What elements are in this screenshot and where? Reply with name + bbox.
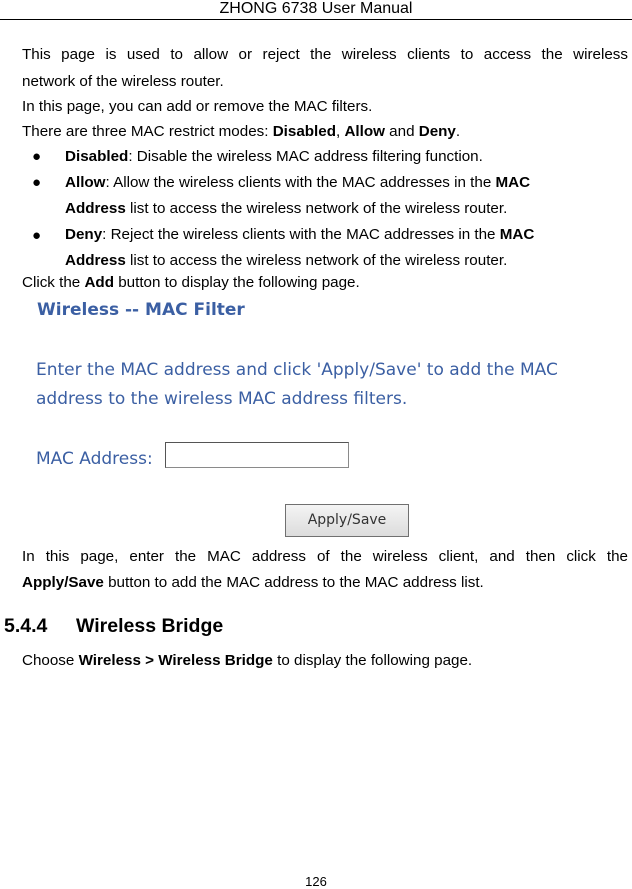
- modes-end: .: [455, 123, 461, 140]
- click-add-pre: Click the: [22, 274, 85, 291]
- bullet-disabled: [65, 144, 605, 170]
- modes-paragraph: [22, 122, 628, 142]
- bullet-text: : Disable the wireless MAC address filtering function.: [128, 148, 483, 165]
- section-heading: [4, 615, 223, 638]
- modes-and: and: [384, 123, 419, 140]
- click-add-post: button to display the following page.: [114, 274, 360, 291]
- intro-paragraph-line2: network of the wireless router.: [22, 73, 224, 90]
- page-header: [0, 0, 632, 20]
- mode-allow: Allow: [344, 123, 385, 140]
- section-title: Wireless Bridge: [76, 615, 224, 637]
- modes-text: There are three MAC restrict modes:: [22, 123, 273, 140]
- bullet-text: list to access the wireless network of the wireless router.: [125, 252, 508, 269]
- page-number: 126: [305, 874, 327, 889]
- bullet-allow: [65, 170, 605, 222]
- after-paragraph-line1: In this page, enter the MAC address of the wireless client, and then click the: [22, 548, 628, 565]
- bullet-bold: Address: [65, 200, 126, 217]
- bullet-deny: [65, 222, 605, 274]
- choose-paragraph: [22, 651, 628, 671]
- mode-deny: Deny: [418, 123, 456, 140]
- instruction-line: Enter the MAC address and click 'Apply/Save' to add the MAC: [36, 360, 558, 380]
- mac-address-input[interactable]: [165, 442, 349, 468]
- bullet-term: Deny: [65, 226, 103, 243]
- mode-disabled: Disabled: [272, 123, 336, 140]
- bullet-term: Allow: [65, 174, 106, 191]
- choose-post: to display the following page.: [272, 652, 473, 669]
- after-text: button to add the MAC address to the MAC address list.: [103, 574, 484, 591]
- header-title: ZHONG 6738 User Manual: [219, 0, 413, 17]
- mac-filter-title: Wireless -- MAC Filter: [37, 300, 245, 320]
- intro-paragraph-line1: This page is used to allow or reject the wireless clients to access the wireless: [22, 46, 628, 63]
- bullet-text: : Reject the wireless clients with the MAC addresses in the: [102, 226, 500, 243]
- bullet-icon: ●: [32, 148, 42, 165]
- bullet-icon: ●: [32, 227, 42, 244]
- menu-path: Wireless > Wireless Bridge: [78, 652, 273, 669]
- after-paragraph-line2: [22, 573, 628, 593]
- instruction-line: address to the wireless MAC address filters.: [36, 389, 408, 409]
- mac-address-label: MAC Address:: [36, 449, 153, 469]
- choose-pre: Choose: [22, 652, 79, 669]
- bullet-bold: MAC: [495, 174, 531, 191]
- apply-save-button[interactable]: Apply/Save: [285, 504, 409, 537]
- bullet-bold: MAC: [499, 226, 535, 243]
- bullet-text: : Allow the wireless clients with the MAC addresses in the: [105, 174, 496, 191]
- bullet-icon: ●: [32, 174, 42, 191]
- bullet-term: Disabled: [65, 148, 129, 165]
- apply-save-term: Apply/Save: [22, 574, 104, 591]
- intro-paragraph-2: In this page, you can add or remove the MAC filters.: [22, 98, 373, 115]
- add-term: Add: [84, 274, 114, 291]
- bullet-text: list to access the wireless network of the wireless router.: [125, 200, 508, 217]
- modes-sep: ,: [336, 123, 345, 140]
- click-add-paragraph: [22, 273, 628, 293]
- bullet-bold: Address: [65, 252, 126, 269]
- mac-filter-instructions: [36, 356, 616, 414]
- section-number: 5.4.4: [4, 615, 48, 637]
